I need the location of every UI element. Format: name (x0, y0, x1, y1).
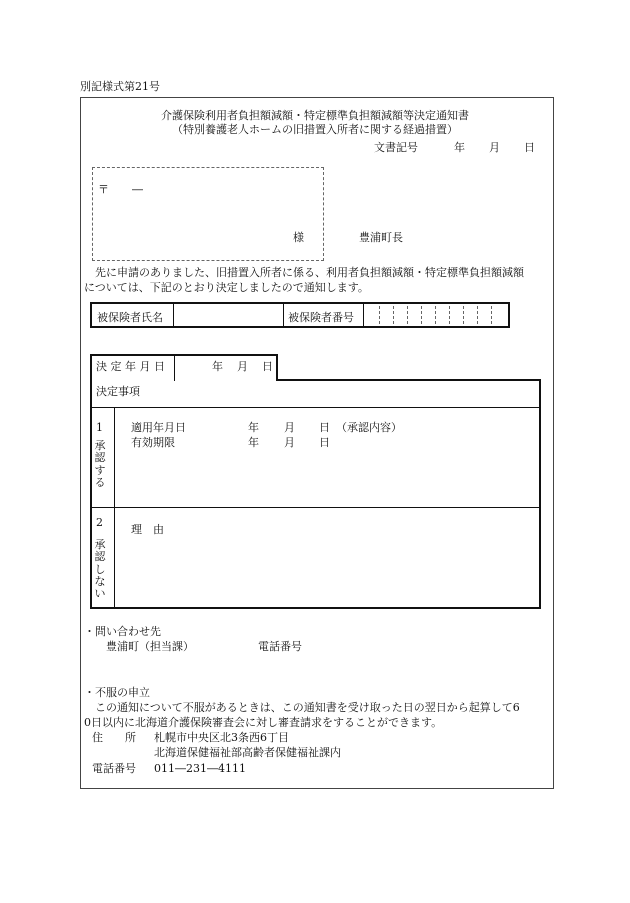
inquiry-phone-label: 電話番号 (258, 640, 302, 653)
document-subtitle: （特別養護老人ホームの旧措置入所者に関する経過措置） (172, 123, 458, 136)
reject-number: 2 (96, 516, 103, 529)
recipient-honorific: 様 (293, 231, 304, 244)
valid-month: 月 (284, 436, 295, 449)
appeal-address-label: 住 所 (92, 731, 136, 744)
appeal-office: 北海道保健福祉部高齢者保健福祉課内 (154, 746, 341, 759)
document-title: 介護保険利用者負担額減額・特定標準負担額減額等決定通知書 (161, 109, 469, 122)
appeal-text-line2: 0日以内に北海道介護保険審査会に対し審査請求をすることができます。 (84, 716, 443, 729)
address-box (92, 167, 324, 261)
decision-year: 年 (212, 360, 223, 373)
approve-label-vertical: 承認する (94, 439, 106, 489)
doc-ref-year: 年 (454, 141, 465, 154)
inquiry-department: 豊浦町（担当課） (106, 640, 194, 653)
issuer-name: 豊浦町長 (359, 231, 403, 244)
appeal-address: 札幌市中央区北3条西6丁目 (154, 731, 289, 744)
valid-period-label: 有効期限 (131, 436, 175, 449)
appeal-heading: ・不服の申立 (84, 686, 150, 699)
decision-items-label: 決定事項 (96, 385, 140, 398)
reason-label: 理 由 (131, 523, 164, 536)
approval-content-note: （承認内容） (336, 421, 402, 434)
insured-name-field (174, 304, 284, 326)
appeal-text-line1: この通知について不服があるときは、この通知書を受け取った日の翌日から起算して6 (84, 701, 520, 714)
applicable-day: 日 (319, 421, 330, 434)
decision-table (90, 379, 541, 609)
valid-year: 年 (248, 436, 259, 449)
insured-number-label: 被保険者番号 (288, 311, 354, 324)
applicable-date-label: 適用年月日 (131, 421, 186, 434)
inquiry-heading: ・問い合わせ先 (84, 625, 161, 638)
valid-day: 日 (319, 436, 330, 449)
decision-day: 日 (262, 360, 273, 373)
appeal-phone: 011―231―4111 (154, 762, 246, 775)
insured-table (90, 302, 510, 328)
form-number: 別記様式第21号 (80, 80, 160, 93)
approve-number: 1 (96, 421, 103, 434)
postal-dash: ― (132, 183, 143, 196)
doc-ref-month: 月 (489, 141, 500, 154)
postal-mark: 〒 (98, 183, 109, 196)
appeal-phone-label: 電話番号 (92, 762, 136, 775)
intro-text-line2: については、下記のとおり決定しましたので通知します。 (84, 281, 369, 294)
reject-label-vertical: 承認しない (94, 538, 106, 601)
applicable-month: 月 (284, 421, 295, 434)
decision-date-label: 決 定 年 月 日 (96, 360, 165, 373)
decision-month: 月 (237, 360, 248, 373)
insured-name-label: 被保険者氏名 (97, 311, 163, 324)
doc-ref-label: 文書記号 (374, 141, 418, 154)
applicable-year: 年 (248, 421, 259, 434)
doc-ref-day: 日 (524, 141, 535, 154)
intro-text-line1: 先に申請のありました、旧措置入所者に係る、利用者負担額減額・特定標準負担額減額 (84, 266, 524, 279)
